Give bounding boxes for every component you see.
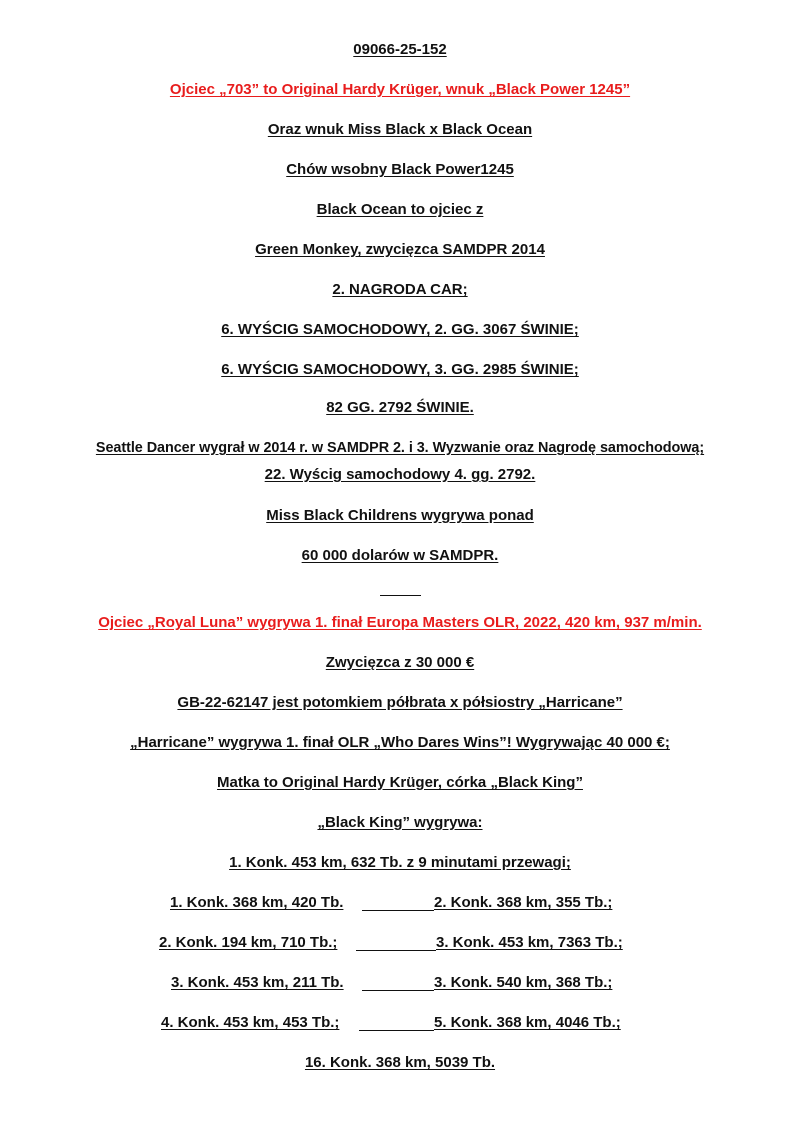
final-result-line: 16. Konk. 368 km, 5039 Tb. bbox=[304, 1054, 496, 1071]
result-right: 3. Konk. 540 km, 368 Tb.; bbox=[434, 974, 613, 991]
result-left: 2. Konk. 194 km, 710 Tb.; bbox=[159, 934, 338, 951]
result-pair-row bbox=[0, 933, 800, 953]
result-right: 5. Konk. 368 km, 4046 Tb.; bbox=[434, 1014, 621, 1031]
pedigree-line: GB-22-62147 jest potomkiem półbrata x półsiostry „Harricane” bbox=[177, 694, 623, 711]
section-divider bbox=[380, 595, 421, 596]
result-pair-row bbox=[0, 1013, 800, 1033]
underline-gap bbox=[362, 910, 434, 911]
pedigree-line: Zwycięzca z 30 000 € bbox=[325, 654, 475, 671]
result-line: 82 GG. 2792 ŚWINIE. bbox=[326, 399, 474, 416]
pedigree-line: Black Ocean to ojciec z bbox=[316, 201, 484, 218]
result-pair-row bbox=[0, 973, 800, 993]
paragraph-line: 22. Wyścig samochodowy 4. gg. 2792. bbox=[264, 466, 536, 483]
result-left: 4. Konk. 453 km, 453 Tb.; bbox=[161, 1014, 340, 1031]
pedigree-line: Matka to Original Hardy Krüger, córka „Black King” bbox=[217, 774, 583, 791]
result-left: 3. Konk. 453 km, 211 Tb. bbox=[171, 974, 344, 991]
pedigree-line: „Harricane” wygrywa 1. finał OLR „Who Dares Wins”! Wygrywając 40 000 €; bbox=[130, 734, 670, 751]
dam-sire-heading: Ojciec „Royal Luna” wygrywa 1. finał Europa Masters OLR, 2022, 420 km, 937 m/min. bbox=[98, 614, 702, 631]
underline-gap bbox=[359, 1030, 434, 1031]
pedigree-line: Miss Black Childrens wygrywa ponad bbox=[266, 507, 534, 524]
pedigree-line: „Black King” wygrywa: bbox=[317, 814, 483, 831]
result-line: 1. Konk. 453 km, 632 Tb. z 9 minutami przewagi; bbox=[229, 854, 571, 871]
paragraph-line: Seattle Dancer wygrał w 2014 r. w SAMDPR 2. i 3. Wyzwanie oraz Nagrodę samochodową; bbox=[95, 440, 705, 456]
result-left: 1. Konk. 368 km, 420 Tb. bbox=[170, 894, 344, 911]
pedigree-line: Oraz wnuk Miss Black x Black Ocean bbox=[267, 121, 533, 138]
result-right: 3. Konk. 453 km, 7363 Tb.; bbox=[436, 934, 623, 951]
result-line: 2. NAGRODA CAR; bbox=[332, 281, 468, 298]
result-right: 2. Konk. 368 km, 355 Tb.; bbox=[434, 894, 613, 911]
pedigree-line: Green Monkey, zwycięzca SAMDPR 2014 bbox=[255, 241, 545, 258]
underline-gap bbox=[356, 950, 436, 951]
result-line: 6. WYŚCIG SAMOCHODOWY, 2. GG. 3067 ŚWINIE; bbox=[221, 321, 579, 338]
underline-gap bbox=[362, 990, 434, 991]
pedigree-line: Chów wsobny Black Power1245 bbox=[286, 161, 514, 178]
reference-number: 09066-25-152 bbox=[353, 41, 447, 58]
pedigree-line: 60 000 dolarów w SAMDPR. bbox=[301, 547, 499, 564]
result-pair-row bbox=[0, 893, 800, 913]
result-line: 6. WYŚCIG SAMOCHODOWY, 3. GG. 2985 ŚWINIE; bbox=[221, 361, 579, 378]
sire-heading: Ojciec „703” to Original Hardy Krüger, wnuk „Black Power 1245” bbox=[169, 81, 631, 98]
